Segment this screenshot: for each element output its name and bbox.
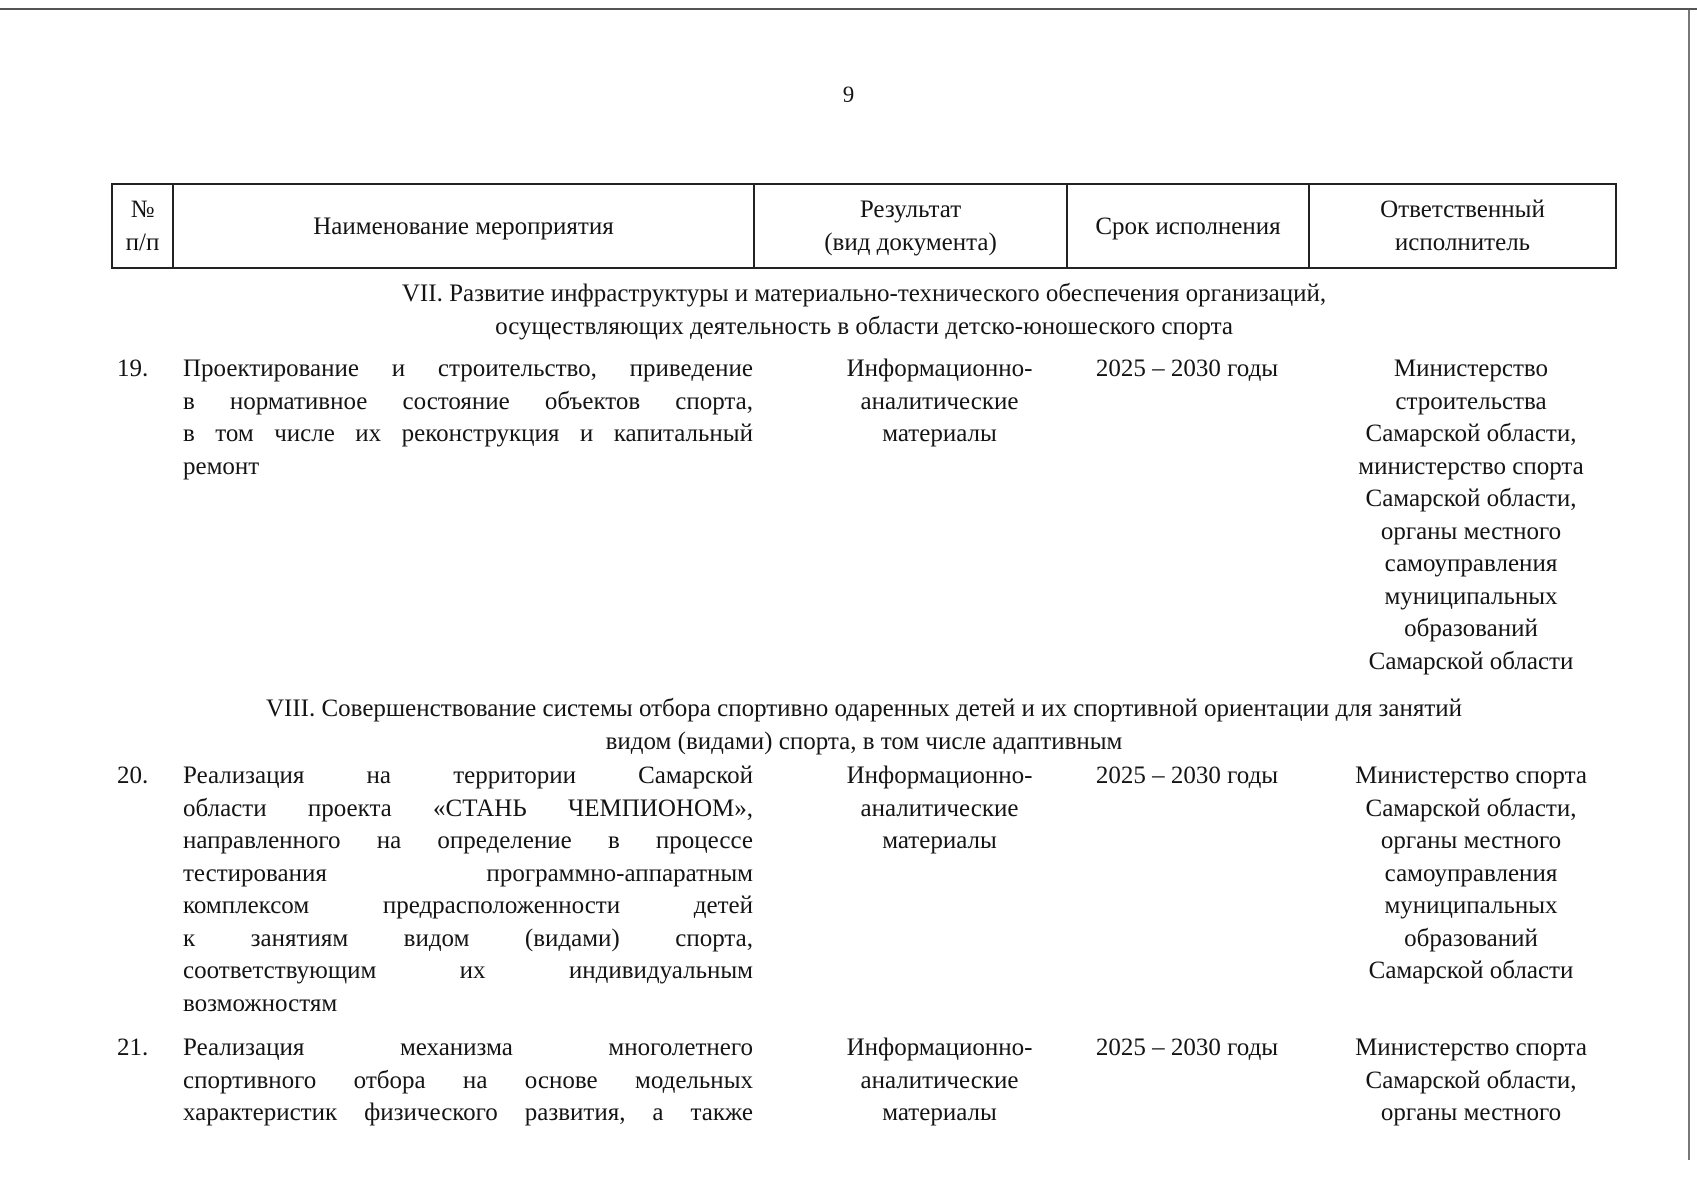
responsible-line: органы местного: [1380, 1099, 1562, 1126]
event-name-line: ремонт: [183, 452, 260, 480]
execution-term: 2025 – 2030 годы: [1095, 355, 1279, 382]
event-name-line: Реализация механизма многолетнего: [183, 1034, 753, 1061]
header-number: № п/п: [113, 185, 174, 267]
event-name-line: Реализация на территории Самарской: [183, 762, 753, 789]
event-name-line: возможностям: [183, 989, 338, 1017]
result-type: [783, 760, 1096, 858]
event-name-line: характеристик физического развития, а также: [183, 1099, 753, 1126]
result-line: материалы: [882, 420, 997, 447]
event-name-line: к занятиям видом (видами) спорта,: [183, 924, 753, 952]
header-responsible: Ответственный исполнитель: [1380, 196, 1545, 256]
row-number: 21.: [117, 1034, 149, 1061]
table-row-19: [111, 353, 1617, 683]
section-title-vii: [111, 277, 1617, 343]
result-line: аналитические: [860, 387, 1019, 415]
section-title-line: осуществляющих деятельность в области детско-юношеского спорта: [495, 313, 1233, 340]
result-line: материалы: [882, 827, 997, 854]
responsible-line: Министерство: [1393, 355, 1549, 382]
responsible-executor: [1311, 1032, 1631, 1130]
responsible-line: муниципальных: [1384, 892, 1558, 919]
result-type: [783, 1032, 1096, 1130]
section-title-line: VII. Развитие инфраструктуры и материально-технического обеспечения организаций,: [401, 280, 1327, 307]
result-line: Информационно-: [846, 355, 1033, 382]
responsible-line: органы местного: [1380, 517, 1562, 545]
row-number: 19.: [117, 355, 149, 382]
execution-term: 2025 – 2030 годы: [1095, 1034, 1279, 1061]
section-title-viii: [111, 692, 1617, 758]
result-line: аналитические: [860, 1066, 1019, 1094]
responsible-line: Самарской области: [1368, 957, 1574, 984]
responsible-executor: [1311, 353, 1631, 678]
responsible-line: Министерство спорта: [1355, 762, 1587, 789]
responsible-executor: [1311, 760, 1631, 988]
top-border-line: [0, 8, 1697, 10]
responsible-line: строительства: [1395, 387, 1547, 415]
table-row-21: [111, 1032, 1617, 1132]
responsible-line: Самарской области,: [1365, 1066, 1577, 1094]
result-line: Информационно-: [846, 1034, 1033, 1061]
result-line: аналитические: [860, 794, 1019, 822]
table-row-20: [111, 760, 1617, 1025]
table-header: [111, 183, 1617, 269]
event-name-line: комплексом предрасположенности детей: [183, 892, 753, 919]
event-name-line: спортивного отбора на основе модельных: [183, 1066, 753, 1094]
responsible-line: Самарской области: [1368, 647, 1574, 675]
event-name-line: тестирования программно-аппаратным: [183, 859, 753, 887]
execution-term: 2025 – 2030 годы: [1095, 762, 1279, 789]
result-line: Информационно-: [846, 762, 1033, 789]
result-type: [783, 353, 1096, 451]
event-name: [183, 1032, 753, 1130]
responsible-line: Самарской области,: [1365, 485, 1577, 512]
responsible-line: Министерство спорта: [1355, 1034, 1587, 1061]
right-border-line: [1688, 10, 1690, 1160]
responsible-line: образований: [1404, 924, 1538, 952]
responsible-line: самоуправления: [1384, 550, 1558, 577]
responsible-line: Самарской области,: [1365, 420, 1577, 447]
responsible-line: муниципальных: [1384, 582, 1558, 610]
header-event-name: Наименование мероприятия: [174, 185, 755, 267]
header-term: Срок исполнения: [1068, 185, 1310, 267]
event-name: [183, 760, 753, 1020]
responsible-line: самоуправления: [1384, 859, 1558, 887]
page-number: 9: [842, 82, 855, 107]
row-number: 20.: [117, 762, 149, 789]
responsible-line: министерство спорта: [1358, 452, 1584, 480]
section-title-line: VIII. Совершенствование системы отбора спортивно одаренных детей и их спортивной ориентации для занятий: [265, 695, 1463, 722]
event-name: [183, 353, 753, 483]
event-name-line: Проектирование и строительство, приведение: [183, 355, 753, 382]
event-name-line: в том числе их реконструкция и капитальный: [183, 420, 753, 447]
event-name-line: в нормативное состояние объектов спорта,: [183, 387, 753, 415]
section-title-line: видом (видами) спорта, в том числе адаптивным: [605, 728, 1123, 755]
responsible-line: органы местного: [1380, 827, 1562, 854]
result-line: материалы: [882, 1099, 997, 1126]
event-name-line: области проекта «СТАНЬ ЧЕМПИОНОМ»,: [183, 794, 753, 822]
event-name-line: соответствующим их индивидуальным: [183, 957, 753, 984]
header-result: Результат (вид документа): [755, 185, 1068, 267]
responsible-line: Самарской области,: [1365, 794, 1577, 822]
event-name-line: направленного на определение в процессе: [183, 827, 753, 854]
responsible-line: образований: [1404, 615, 1538, 642]
